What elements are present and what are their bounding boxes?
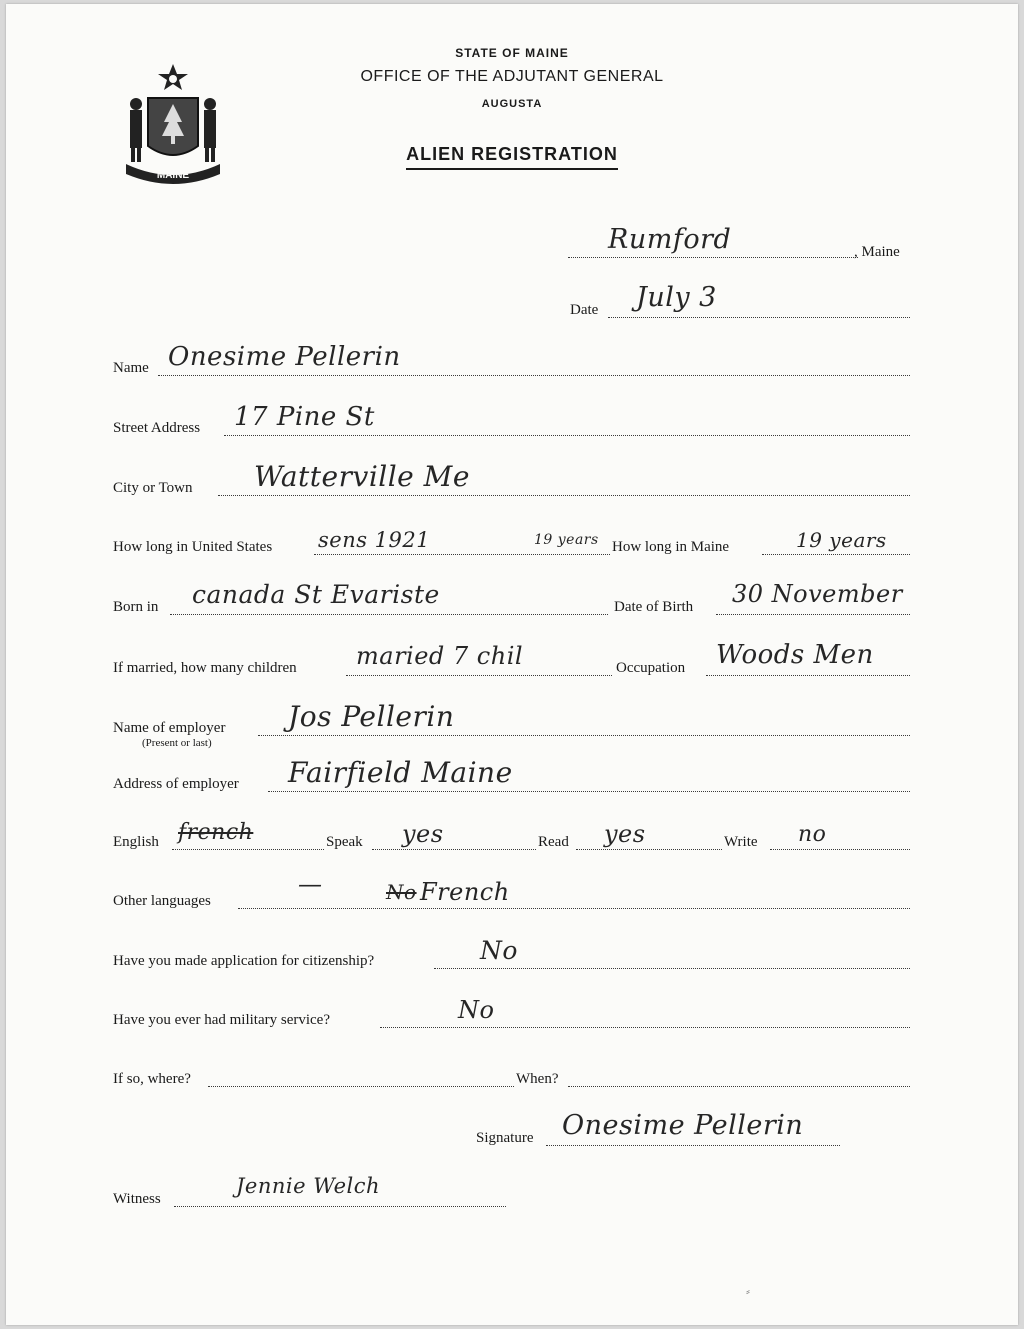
city-or-town-line (218, 495, 910, 496)
date-label: Date (570, 302, 599, 318)
when-line (568, 1086, 910, 1087)
signature-value: Onesime Pellerin (562, 1110, 804, 1141)
read-label: Read (538, 834, 569, 850)
form-page (6, 4, 1018, 1325)
date-of-birth-label: Date of Birth (614, 599, 694, 615)
header-state: STATE OF MAINE (455, 46, 569, 60)
date-of-birth-value: 30 November (732, 580, 903, 608)
other-languages-line (238, 908, 910, 909)
born-in-line (170, 614, 608, 615)
how-long-maine-line (762, 554, 910, 555)
address-of-employer-line (268, 791, 910, 792)
street-address-line (224, 435, 910, 436)
other-languages-value: French (420, 878, 510, 906)
read-line (576, 849, 722, 850)
occupation-label: Occupation (616, 660, 686, 676)
name-line (158, 375, 910, 376)
english-line (172, 849, 324, 850)
witness-label: Witness (113, 1191, 161, 1207)
write-line (770, 849, 910, 850)
born-in-label: Born in (113, 599, 159, 615)
military-label: Have you ever had military service? (113, 1012, 330, 1028)
witness-value: Jennie Welch (236, 1174, 381, 1198)
other-languages-struck-value: No (386, 880, 417, 904)
english-value: french (178, 820, 254, 845)
signature-label: Signature (476, 1130, 534, 1146)
citizenship-label: Have you made application for citizenship? (113, 953, 375, 969)
write-value: no (798, 822, 827, 847)
married-children-value: maried 7 chil (356, 642, 524, 670)
military-value: No (458, 996, 495, 1024)
address-of-employer-value: Fairfield Maine (288, 756, 513, 789)
date-line (608, 317, 910, 318)
citizenship-line (434, 968, 910, 969)
citizenship-value: No (480, 936, 518, 965)
street-address-value: 17 Pine St (234, 402, 375, 432)
other-languages-label: Other languages (113, 893, 211, 909)
if-so-where-label: If so, where? (113, 1071, 191, 1087)
how-long-us-line (314, 554, 610, 555)
present-or-last-label: (Present or last) (142, 737, 212, 749)
speak-line (372, 849, 536, 850)
how-long-us-years-value: 19 years (534, 532, 599, 548)
speak-label: Speak (326, 834, 363, 850)
signature-line (546, 1145, 840, 1146)
name-of-employer-value: Jos Pellerin (288, 700, 455, 733)
married-children-label: If married, how many children (113, 660, 297, 676)
military-line (380, 1027, 910, 1028)
town-line (568, 257, 858, 258)
header-city: AUGUSTA (481, 98, 543, 110)
how-long-maine-value: 19 years (796, 528, 887, 552)
date-value: July 3 (636, 282, 717, 313)
when-label: When? (516, 1071, 559, 1087)
how-long-us-value: sens 1921 (318, 528, 431, 552)
form-title: ALIEN REGISTRATION (406, 144, 618, 170)
date-of-birth-line (716, 614, 910, 615)
occupation-value: Woods Men (716, 640, 874, 670)
address-of-employer-label: Address of employer (113, 776, 239, 792)
city-or-town-label: City or Town (113, 480, 193, 496)
english-label: English (113, 834, 159, 850)
how-long-maine-label: How long in Maine (612, 539, 730, 555)
name-of-employer-line (258, 735, 910, 736)
stray-mark: ⸗ (746, 1284, 750, 1298)
other-languages-dash: — (298, 870, 323, 898)
name-value: Onesime Pellerin (168, 342, 401, 372)
occupation-line (706, 675, 910, 676)
write-label: Write (724, 834, 758, 850)
town-value: Rumford (608, 224, 732, 255)
born-in-value: canada St Evariste (192, 580, 440, 609)
witness-line (174, 1206, 506, 1207)
name-of-employer-label: Name of employer (113, 720, 226, 736)
how-long-us-label: How long in United States (113, 539, 273, 555)
name-label: Name (113, 360, 149, 376)
maine-label: , Maine (854, 244, 900, 260)
seal-text: MAINE (156, 170, 190, 181)
city-or-town-value: Watterville Me (254, 460, 470, 493)
if-so-where-line (208, 1086, 514, 1087)
read-value: yes (604, 820, 646, 848)
street-address-label: Street Address (113, 420, 201, 436)
header-office: OFFICE OF THE ADJUTANT GENERAL (360, 68, 664, 85)
speak-value: yes (402, 820, 444, 848)
married-children-line (346, 675, 612, 676)
